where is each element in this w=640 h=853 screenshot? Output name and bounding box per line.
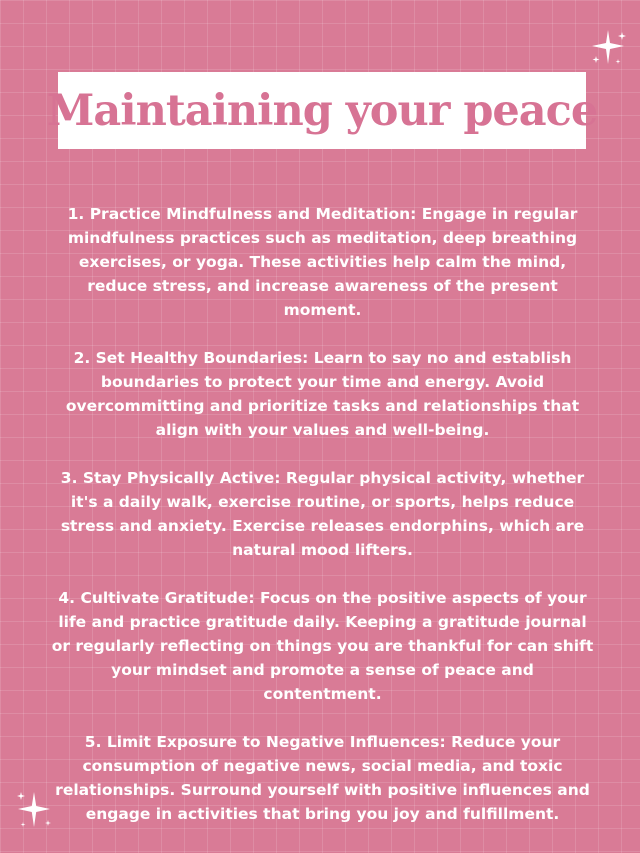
sparkle-icon [588,26,628,68]
tip-item: 4. Cultivate Gratitude: Focus on the positive aspects of your life and practice gratitude daily. Keeping a gratitude journal or regularly reflecting on things you are thankful for can shift your mindset and promote a sense of peace and contentment. [51,589,594,703]
sparkle-icon [12,786,54,832]
tips-list [50,202,595,850]
title-box [46,72,598,149]
tip-item: 1. Practice Mindfulness and Meditation: Engage in regular mindfulness practices such as meditation, deep breathing exercises, or yoga. These activities help calm the mind, reduce stress, and increase awareness of the present moment. [67,205,578,319]
tip-item: 3. Stay Physically Active: Regular physical activity, whether it's a daily walk, exercise routine, or sports, helps reduce stress and anxiety. Exercise releases endorphins, which are natural mood lifters. [60,469,585,559]
page-title: Maintaining your peace [46,85,598,136]
tip-item: 5. Limit Exposure to Negative Influences: Reduce your consumption of negative news, social media, and toxic relationships. Surround yourself with positive influences and engage in activities that bring you joy and fulfillment. [55,733,590,823]
tip-item: 2. Set Healthy Boundaries: Learn to say no and establish boundaries to protect your time and energy. Avoid overcommitting and prioritize tasks and relationships that align with your values and well-being. [65,349,580,439]
